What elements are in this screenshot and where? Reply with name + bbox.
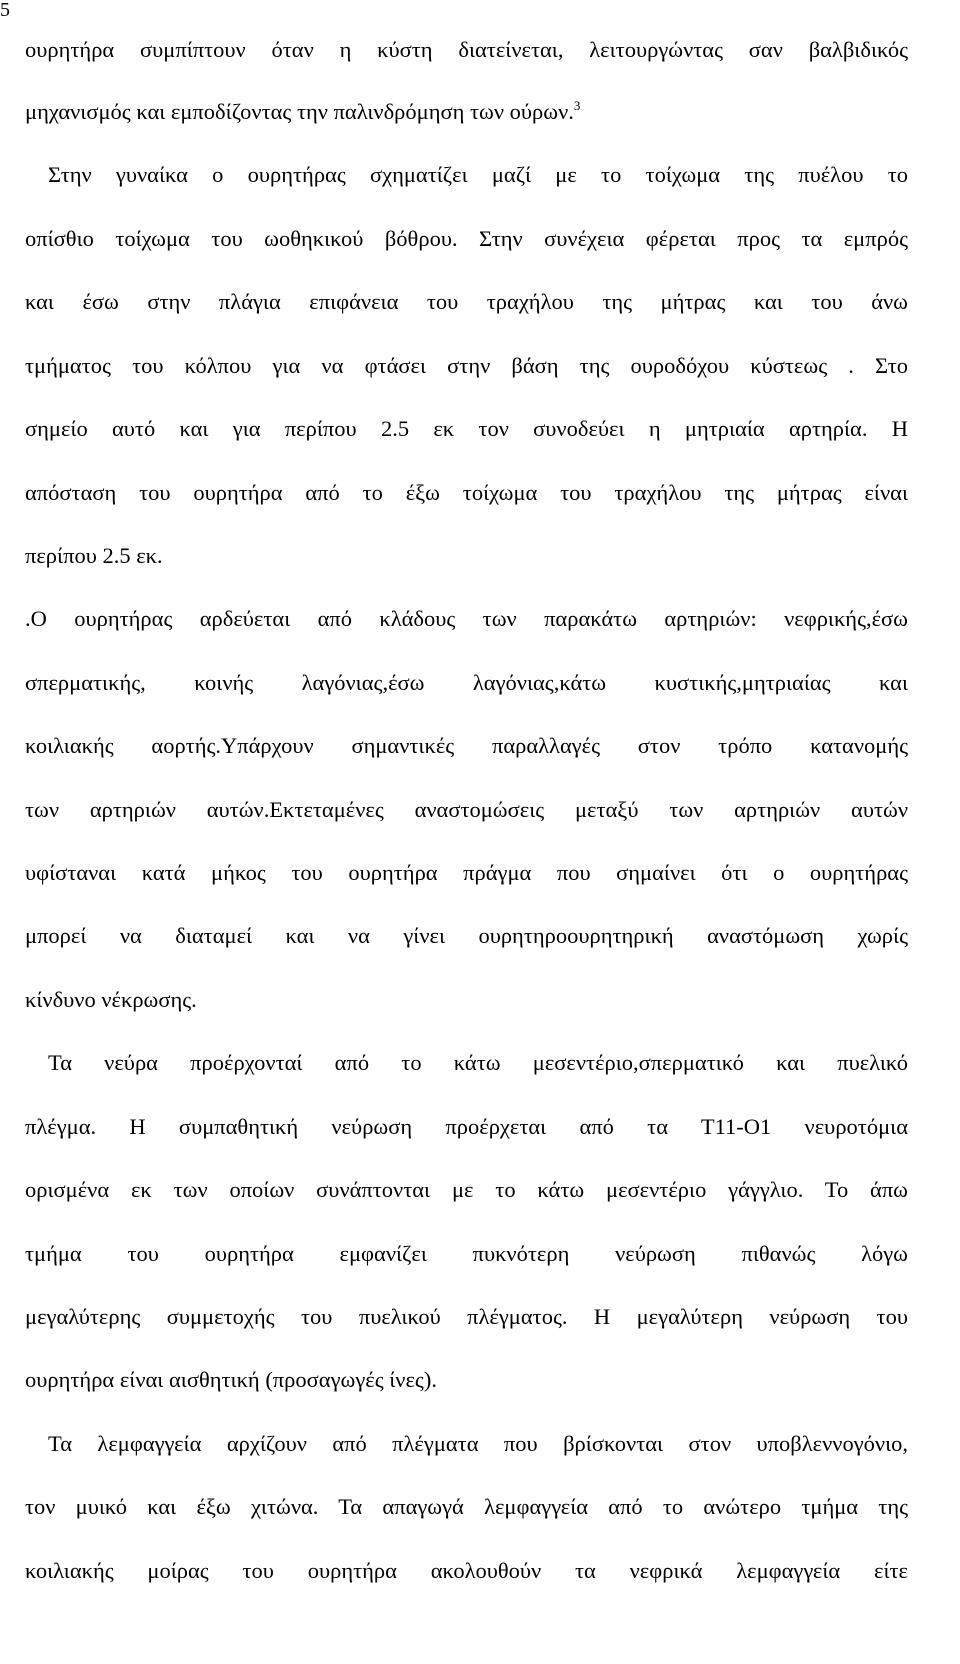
text-line: Τα λεμφαγγεία αρχίζουν από πλέγματα που βρίσκονται στον υποβλεννογόνιο, [48, 1431, 908, 1456]
text-line: σημείο αυτό και για περίπου 2.5 εκ τον συνοδεύει η μητριαία αρτηρία. Η [25, 416, 908, 441]
text-line: κίνδυνο νέκρωσης. [25, 987, 197, 1012]
text-line: .Ο ουρητήρας αρδεύεται από κλάδους των παρακάτω αρτηριών: νεφρικής,έσω [25, 606, 908, 631]
text-line: απόσταση του ουρητήρα από το έξω τοίχωμα του τραχήλου της μήτρας είναι [25, 480, 908, 505]
text-line: μπορεί να διαταμεί και να γίνει ουρητηροουρητηρική αναστόμωση χωρίς [25, 923, 908, 948]
text-line: τμήματος του κόλπου για να φτάσει στην βάση της ουροδόχου κύστεως . Στο [25, 353, 908, 378]
text-line: και έσω στην πλάγια επιφάνεια του τραχήλου της μήτρας και του άνω [25, 289, 908, 314]
text-line: κοιλιακής μοίρας του ουρητήρα ακολουθούν τα νεφρικά λεμφαγγεία είτε [25, 1558, 908, 1583]
text-line: ουρητήρα είναι αισθητική (προσαγωγές ίνες). [25, 1367, 437, 1392]
text-line: τμήμα του ουρητήρα εμφανίζει πυκνότερη νεύρωση πιθανώς λόγω [25, 1241, 908, 1266]
text-line: Στην γυναίκα ο ουρητήρας σχηματίζει μαζί με το τοίχωμα της πυέλου το [48, 162, 908, 187]
text-line: κοιλιακής αορτής.Υπάρχουν σημαντικές παραλλαγές στον τρόπο κατανομής [25, 733, 908, 758]
text-line: περίπου 2.5 εκ. [25, 543, 163, 568]
text-line: τον μυικό και έξω χιτώνα. Τα απαγωγά λεμφαγγεία από το ανώτερο τμήμα της [25, 1494, 908, 1519]
text-line: μηχανισμός και εμποδίζοντας την παλινδρόμηση των ούρων.$^3$ [25, 98, 581, 124]
text-line: ορισμένα εκ των οποίων συνάπτονται με το κάτω μεσεντέριο γάγγλιο. Το άπω [25, 1177, 908, 1202]
text-line: οπίσθιο τοίχωμα του ωοθηκικού βόθρου. Στην συνέχεια φέρεται προς τα εμπρός [25, 226, 908, 251]
text-line: πλέγμα. Η συμπαθητική νεύρωση προέρχεται από τα Τ11-Ο1 νευροτόμια [25, 1114, 908, 1139]
text-line: σπερματικής, κοινής λαγόνιας,έσω λαγόνιας,κάτω κυστικής,μητριαίας και [25, 670, 908, 695]
text-line: υφίσταναι κατά μήκος του ουρητήρα πράγμα που σημαίνει ότι ο ουρητήρας [25, 860, 908, 885]
footnote-reference[interactable]: 3 [573, 98, 581, 113]
text-line: ουρητήρα συμπίπτουν όταν η κύστη διατείνεται, λειτουργώντας σαν βαλβιδικός [25, 37, 908, 62]
text-line: Τα νεύρα προέρχονταί από το κάτω μεσεντέριο,σπερματικό και πυελικό [48, 1050, 908, 1075]
page-number: 5 [0, 0, 10, 21]
text-line: μεγαλύτερης συμμετοχής του πυελικού πλέγματος. Η μεγαλύτερη νεύρωση του [25, 1304, 908, 1329]
text-line: των αρτηριών αυτών.Εκτεταμένες αναστομώσεις μεταξύ των αρτηριών αυτών [25, 797, 908, 822]
